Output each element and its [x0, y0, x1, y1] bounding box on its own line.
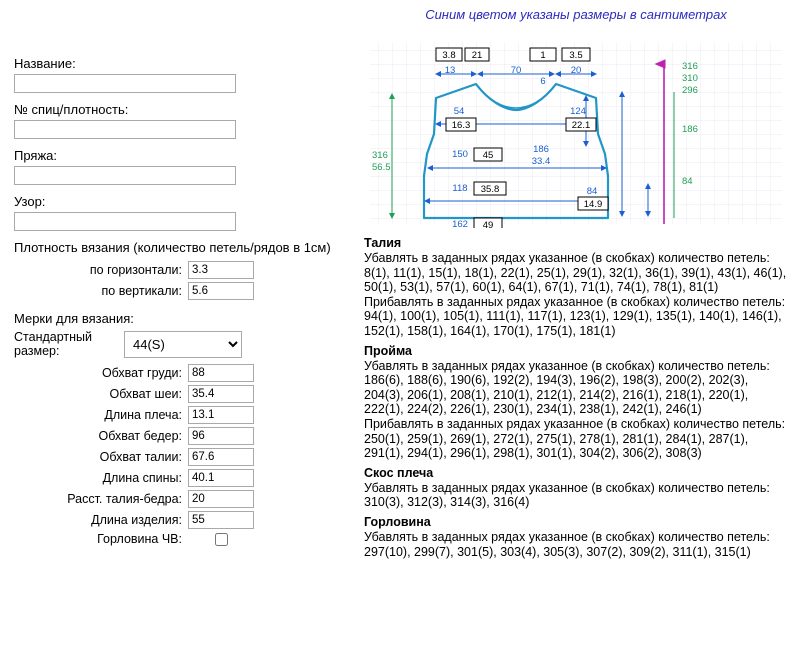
instruction-text: 250(1), 259(1), 269(1), 272(1), 275(1), 278(1), 281(1), 284(1), 287(1), 291(1), 294(1), 296(1), 298(1), 301(1), 304(2), 306(2), 308(3) [364, 431, 749, 461]
density-vertical-input[interactable] [188, 282, 254, 300]
svg-text:45: 45 [482, 150, 494, 161]
field-pattern-group [14, 194, 344, 231]
measure-label-waist-to-hip: Расст. талия-бедра: [67, 492, 182, 506]
measure-input-shoulder[interactable] [188, 406, 254, 424]
standard-size-label: Стандартный размер: [14, 330, 92, 358]
instruction-text: Убавлять в заданных рядах указанное (в скобках) количество петель: [364, 529, 770, 544]
instruction-text: 297(10), 299(7), 301(5), 303(4), 305(3), 307(2), 309(2), 311(1), 315(1) [364, 544, 751, 559]
instruction-text: Прибавлять в заданных рядах указанное (в скобках) количество петель: [364, 416, 786, 431]
svg-text:13: 13 [444, 65, 456, 76]
pattern-input[interactable] [14, 212, 236, 231]
instruction-heading: Скос плеча [364, 465, 434, 480]
instruction-section-shoulder-slope [364, 466, 788, 510]
instruction-text: Убавлять в заданных рядах указанное (в скобках) количество петель: [364, 480, 770, 495]
garment-schematic [364, 36, 788, 228]
measure-input-waist-to-hip[interactable] [188, 490, 254, 508]
instruction-heading: Талия [364, 236, 402, 250]
density-row-vertical [14, 282, 254, 300]
instruction-text: 8(1), 11(1), 15(1), 18(1), 22(1), 25(1), 29(1), 32(1), 36(1), 39(1), 43(1), 46(1), 50(1), 53(1), 57(1), 60(1), 64(1), 67(1), 71(1), 74(1), 78(1), 81(1) [364, 265, 787, 295]
field-name-group [14, 56, 344, 93]
svg-text:84: 84 [586, 186, 598, 197]
instruction-text: Убавлять в заданных рядах указанное (в скобках) количество петель: [364, 251, 770, 265]
measure-input-neck[interactable] [188, 385, 254, 403]
svg-text:118: 118 [452, 183, 468, 194]
svg-text:14.9: 14.9 [583, 199, 603, 210]
instruction-text: Убавлять в заданных рядах указанное (в скобках) количество петель: [364, 358, 770, 373]
neckline-checkbox-row [14, 532, 254, 546]
instruction-section-armhole [364, 344, 788, 461]
svg-text:33.4: 33.4 [531, 156, 551, 167]
instruction-heading: Пройма [364, 343, 412, 358]
units-note: Синим цветом указаны размеры в сантиметрах [425, 7, 727, 22]
right-panel [364, 0, 788, 559]
measure-label-garment-length: Длина изделия: [91, 513, 182, 527]
measure-input-hips[interactable] [188, 427, 254, 445]
instruction-text: Прибавлять в заданных рядах указанное (в скобках) количество петель: [364, 294, 786, 309]
measure-row-shoulder [14, 406, 254, 424]
svg-text:316: 316 [372, 150, 388, 161]
measure-label-shoulder: Длина плеча: [104, 408, 182, 422]
measure-label-waist: Обхват талии: [99, 450, 182, 464]
svg-text:296: 296 [682, 85, 698, 96]
measure-label-neck: Обхват шеи: [109, 387, 182, 401]
standard-size-row [14, 330, 344, 358]
field-label-name: Название: [14, 56, 76, 71]
svg-text:3.8: 3.8 [442, 50, 456, 61]
measure-row-garment-length [14, 511, 254, 529]
svg-text:35.8: 35.8 [480, 184, 500, 195]
svg-text:21: 21 [471, 50, 483, 61]
svg-text:16.3: 16.3 [451, 120, 471, 131]
svg-text:186: 186 [533, 144, 549, 155]
field-label-yarn: Пряжа: [14, 148, 58, 163]
measure-input-waist[interactable] [188, 448, 254, 466]
measure-row-waist-to-hip [14, 490, 254, 508]
svg-text:70: 70 [510, 65, 522, 76]
density-row-horizontal [14, 261, 254, 279]
instruction-heading: Горловина [364, 514, 431, 529]
svg-text:124: 124 [570, 106, 586, 117]
yarn-input[interactable] [14, 166, 236, 185]
svg-text:56.5: 56.5 [372, 162, 391, 173]
svg-text:20: 20 [570, 65, 582, 76]
name-input[interactable] [14, 74, 236, 93]
measure-input-garment-length[interactable] [188, 511, 254, 529]
svg-text:22.1: 22.1 [571, 120, 591, 131]
measure-input-bust[interactable] [188, 364, 254, 382]
neckline-checkbox[interactable] [215, 533, 228, 546]
density-horizontal-label: по горизонтали: [89, 263, 182, 277]
measure-label-bust: Обхват груди: [101, 366, 182, 380]
svg-text:310: 310 [682, 73, 698, 84]
svg-text:186: 186 [682, 124, 698, 135]
instructions-list [364, 236, 788, 559]
instruction-text: 310(3), 312(3), 314(3), 316(4) [364, 495, 530, 510]
neckline-checkbox-label: Горловина ЧВ: [97, 532, 182, 546]
svg-text:1: 1 [540, 50, 546, 61]
svg-text:162: 162 [452, 219, 468, 228]
needles-input[interactable] [14, 120, 236, 139]
svg-text:84: 84 [682, 176, 693, 187]
svg-text:316: 316 [682, 61, 698, 72]
instruction-text: 186(6), 188(6), 190(6), 192(2), 194(3), 196(2), 198(3), 200(2), 202(3), 204(3), 206(1), 208(1), 210(1), 212(1), 214(2), 216(1), 218(1), 220(1), 222(1), 224(2), 226(1), 230(1), 234(1), 238(1), 242(1), 246(1) [364, 373, 749, 417]
knitting-form [14, 56, 344, 549]
measure-row-hips [14, 427, 254, 445]
svg-text:49: 49 [482, 220, 494, 228]
measures-section-title: Мерки для вязания: [14, 311, 134, 326]
measure-row-back-length [14, 469, 254, 487]
field-label-needles: № спиц/плотность: [14, 102, 129, 117]
instruction-text: 94(1), 100(1), 105(1), 111(1), 117(1), 123(1), 129(1), 135(1), 140(1), 146(1), 152(1), 158(1), 164(1), 170(1), 175(1), 181(1) [364, 309, 782, 338]
svg-text:6: 6 [540, 76, 546, 87]
measure-label-back-length: Длина спины: [102, 471, 182, 485]
density-section-title: Плотность вязания (количество петель/рядов в 1см) [14, 240, 331, 255]
svg-text:3.5: 3.5 [569, 50, 583, 61]
standard-size-select[interactable] [124, 331, 242, 358]
svg-text:150: 150 [452, 149, 468, 160]
instruction-section-waist [364, 236, 788, 339]
measure-row-neck [14, 385, 254, 403]
measure-row-bust [14, 364, 254, 382]
measure-label-hips: Обхват бедер: [98, 429, 182, 443]
field-yarn-group [14, 148, 344, 185]
density-horizontal-input[interactable] [188, 261, 254, 279]
svg-text:54: 54 [453, 106, 465, 117]
instruction-section-neckline [364, 515, 788, 559]
measure-input-back-length[interactable] [188, 469, 254, 487]
field-label-pattern: Узор: [14, 194, 46, 209]
measure-row-waist [14, 448, 254, 466]
field-needles-group [14, 102, 344, 139]
neckline-checkbox-wrap [188, 533, 254, 546]
density-vertical-label: по вертикали: [101, 284, 182, 298]
